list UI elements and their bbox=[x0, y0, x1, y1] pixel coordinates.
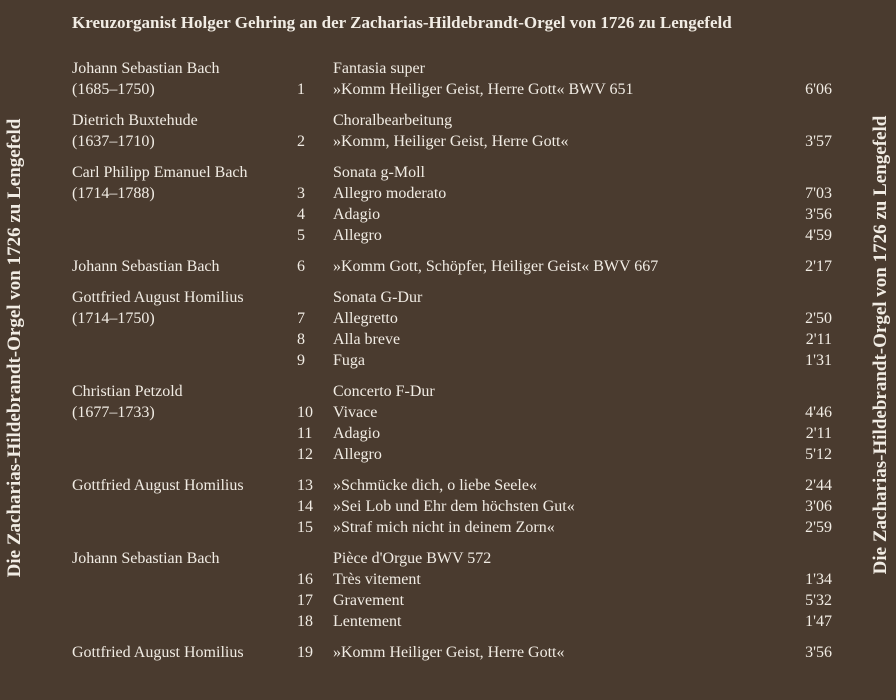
piece-title: Choralbearbeitung bbox=[333, 112, 453, 129]
track-line bbox=[72, 423, 832, 444]
piece-title: Adagio bbox=[333, 206, 381, 223]
track-duration: 5'12 bbox=[805, 446, 832, 463]
track-duration: 2'17 bbox=[805, 258, 832, 275]
track-line bbox=[72, 183, 832, 204]
track-duration: 3'56 bbox=[805, 644, 832, 661]
track-number: 14 bbox=[297, 498, 313, 515]
composer-text: Gottfried August Homilius bbox=[72, 477, 244, 494]
composer-text: (1685–1750) bbox=[72, 81, 155, 98]
piece-title: Allegretto bbox=[333, 310, 398, 327]
piece-title: »Schmücke dich, o liebe Seele« bbox=[333, 477, 537, 494]
track-number: 19 bbox=[297, 644, 313, 661]
track-number: 11 bbox=[297, 425, 313, 442]
piece-title: Gravement bbox=[333, 592, 405, 609]
track-number: 17 bbox=[297, 592, 313, 609]
track-number: 3 bbox=[297, 185, 305, 202]
track-line bbox=[72, 517, 832, 538]
track-line bbox=[72, 475, 832, 496]
track-line bbox=[72, 204, 832, 225]
composer-text: Johann Sebastian Bach bbox=[72, 550, 220, 567]
piece-title: Sonata g-Moll bbox=[333, 164, 425, 181]
track-line bbox=[72, 402, 832, 423]
track-line bbox=[72, 225, 832, 246]
track-duration: 3'56 bbox=[805, 206, 832, 223]
track-line bbox=[72, 329, 832, 350]
piece-title: »Straf mich nicht in deinem Zorn« bbox=[333, 519, 555, 536]
track-number: 13 bbox=[297, 477, 313, 494]
track-line bbox=[72, 287, 832, 308]
track-line bbox=[72, 381, 832, 402]
piece-title: Sonata G-Dur bbox=[333, 289, 423, 306]
track-duration: 3'57 bbox=[805, 133, 832, 150]
track-duration: 2'44 bbox=[805, 477, 832, 494]
piece-title: Concerto F-Dur bbox=[333, 383, 435, 400]
track-line bbox=[72, 548, 832, 569]
track-number: 10 bbox=[297, 404, 313, 421]
track-duration: 6'06 bbox=[805, 81, 832, 98]
piece-title: »Komm Gott, Schöpfer, Heiliger Geist« BWV 667 bbox=[333, 258, 659, 275]
composer-text: (1714–1788) bbox=[72, 185, 155, 202]
track-line bbox=[72, 308, 832, 329]
piece-title: »Komm Heiliger Geist, Herre Gott« BWV 651 bbox=[333, 81, 634, 98]
piece-title: »Komm, Heiliger Geist, Herre Gott« bbox=[333, 133, 569, 150]
track-duration: 4'46 bbox=[805, 404, 832, 421]
track-number: 9 bbox=[297, 352, 305, 369]
piece-title: Pièce d'Orgue BWV 572 bbox=[333, 550, 492, 567]
piece-title: Fantasia super bbox=[333, 60, 425, 77]
track-line bbox=[72, 256, 832, 277]
track-group bbox=[72, 548, 832, 632]
track-number: 1 bbox=[297, 81, 305, 98]
track-duration: 1'47 bbox=[805, 613, 832, 630]
composer-text: Christian Petzold bbox=[72, 383, 183, 400]
track-number: 5 bbox=[297, 227, 305, 244]
track-duration: 4'59 bbox=[805, 227, 832, 244]
left-spine bbox=[0, 0, 30, 700]
track-line bbox=[72, 496, 832, 517]
piece-title: Adagio bbox=[333, 425, 381, 442]
track-line bbox=[72, 444, 832, 465]
track-duration: 3'06 bbox=[805, 498, 832, 515]
track-line bbox=[72, 611, 832, 632]
track-group bbox=[72, 110, 832, 152]
track-line bbox=[72, 131, 832, 152]
track-line bbox=[72, 642, 832, 663]
track-duration: 1'31 bbox=[805, 352, 832, 369]
track-line bbox=[72, 110, 832, 131]
composer-text: Johann Sebastian Bach bbox=[72, 60, 220, 77]
track-number: 15 bbox=[297, 519, 313, 536]
composer-text: (1677–1733) bbox=[72, 404, 155, 421]
track-number: 8 bbox=[297, 331, 305, 348]
piece-title: »Sei Lob und Ehr dem höchsten Gut« bbox=[333, 498, 575, 515]
track-group bbox=[72, 256, 832, 277]
track-line bbox=[72, 58, 832, 79]
track-line bbox=[72, 79, 832, 100]
composer-text: (1637–1710) bbox=[72, 133, 155, 150]
piece-title: Fuga bbox=[333, 352, 365, 369]
piece-title: Alla breve bbox=[333, 331, 401, 348]
piece-title: Allegro bbox=[333, 446, 382, 463]
composer-text: Johann Sebastian Bach bbox=[72, 258, 220, 275]
track-number: 18 bbox=[297, 613, 313, 630]
track-group bbox=[72, 381, 832, 465]
track-group bbox=[72, 642, 832, 663]
composer-text: Dietrich Buxtehude bbox=[72, 112, 198, 129]
track-duration: 7'03 bbox=[805, 185, 832, 202]
track-duration: 5'32 bbox=[805, 592, 832, 609]
right-spine-text: Die Zacharias-Hildebrandt-Orgel von 1726 zu Lengefeld bbox=[870, 115, 891, 575]
piece-title: Allegro moderato bbox=[333, 185, 447, 202]
track-number: 6 bbox=[297, 258, 305, 275]
composer-text: Gottfried August Homilius bbox=[72, 644, 244, 661]
left-spine-text: Die Zacharias-Hildebrandt-Orgel von 1726 zu Lengefeld bbox=[4, 118, 25, 578]
track-line bbox=[72, 569, 832, 590]
composer-text: Carl Philipp Emanuel Bach bbox=[72, 164, 248, 181]
track-group bbox=[72, 58, 832, 100]
track-group bbox=[72, 475, 832, 538]
track-line bbox=[72, 590, 832, 611]
track-number: 16 bbox=[297, 571, 313, 588]
piece-title: Vivace bbox=[333, 404, 378, 421]
track-duration: 2'50 bbox=[805, 310, 832, 327]
right-spine bbox=[866, 0, 896, 700]
track-duration: 1'34 bbox=[805, 571, 832, 588]
track-number: 7 bbox=[297, 310, 305, 327]
track-group bbox=[72, 287, 832, 371]
composer-text: (1714–1750) bbox=[72, 310, 155, 327]
track-number: 4 bbox=[297, 206, 305, 223]
track-line bbox=[72, 350, 832, 371]
track-number: 2 bbox=[297, 133, 305, 150]
track-duration: 2'11 bbox=[805, 331, 832, 348]
track-line bbox=[72, 162, 832, 183]
piece-title: Lentement bbox=[333, 613, 402, 630]
track-duration: 2'59 bbox=[805, 519, 832, 536]
track-number: 12 bbox=[297, 446, 313, 463]
composer-text: Gottfried August Homilius bbox=[72, 289, 244, 306]
track-group bbox=[72, 162, 832, 246]
piece-title: »Komm Heiliger Geist, Herre Gott« bbox=[333, 644, 565, 661]
track-duration: 2'11 bbox=[805, 425, 832, 442]
piece-title: Allegro bbox=[333, 227, 382, 244]
page-title: Kreuzorganist Holger Gehring an der Zacharias-Hildebrandt-Orgel von 1726 zu Lengefeld bbox=[72, 13, 732, 32]
tracklist bbox=[72, 58, 832, 673]
piece-title: Très vitement bbox=[333, 571, 421, 588]
